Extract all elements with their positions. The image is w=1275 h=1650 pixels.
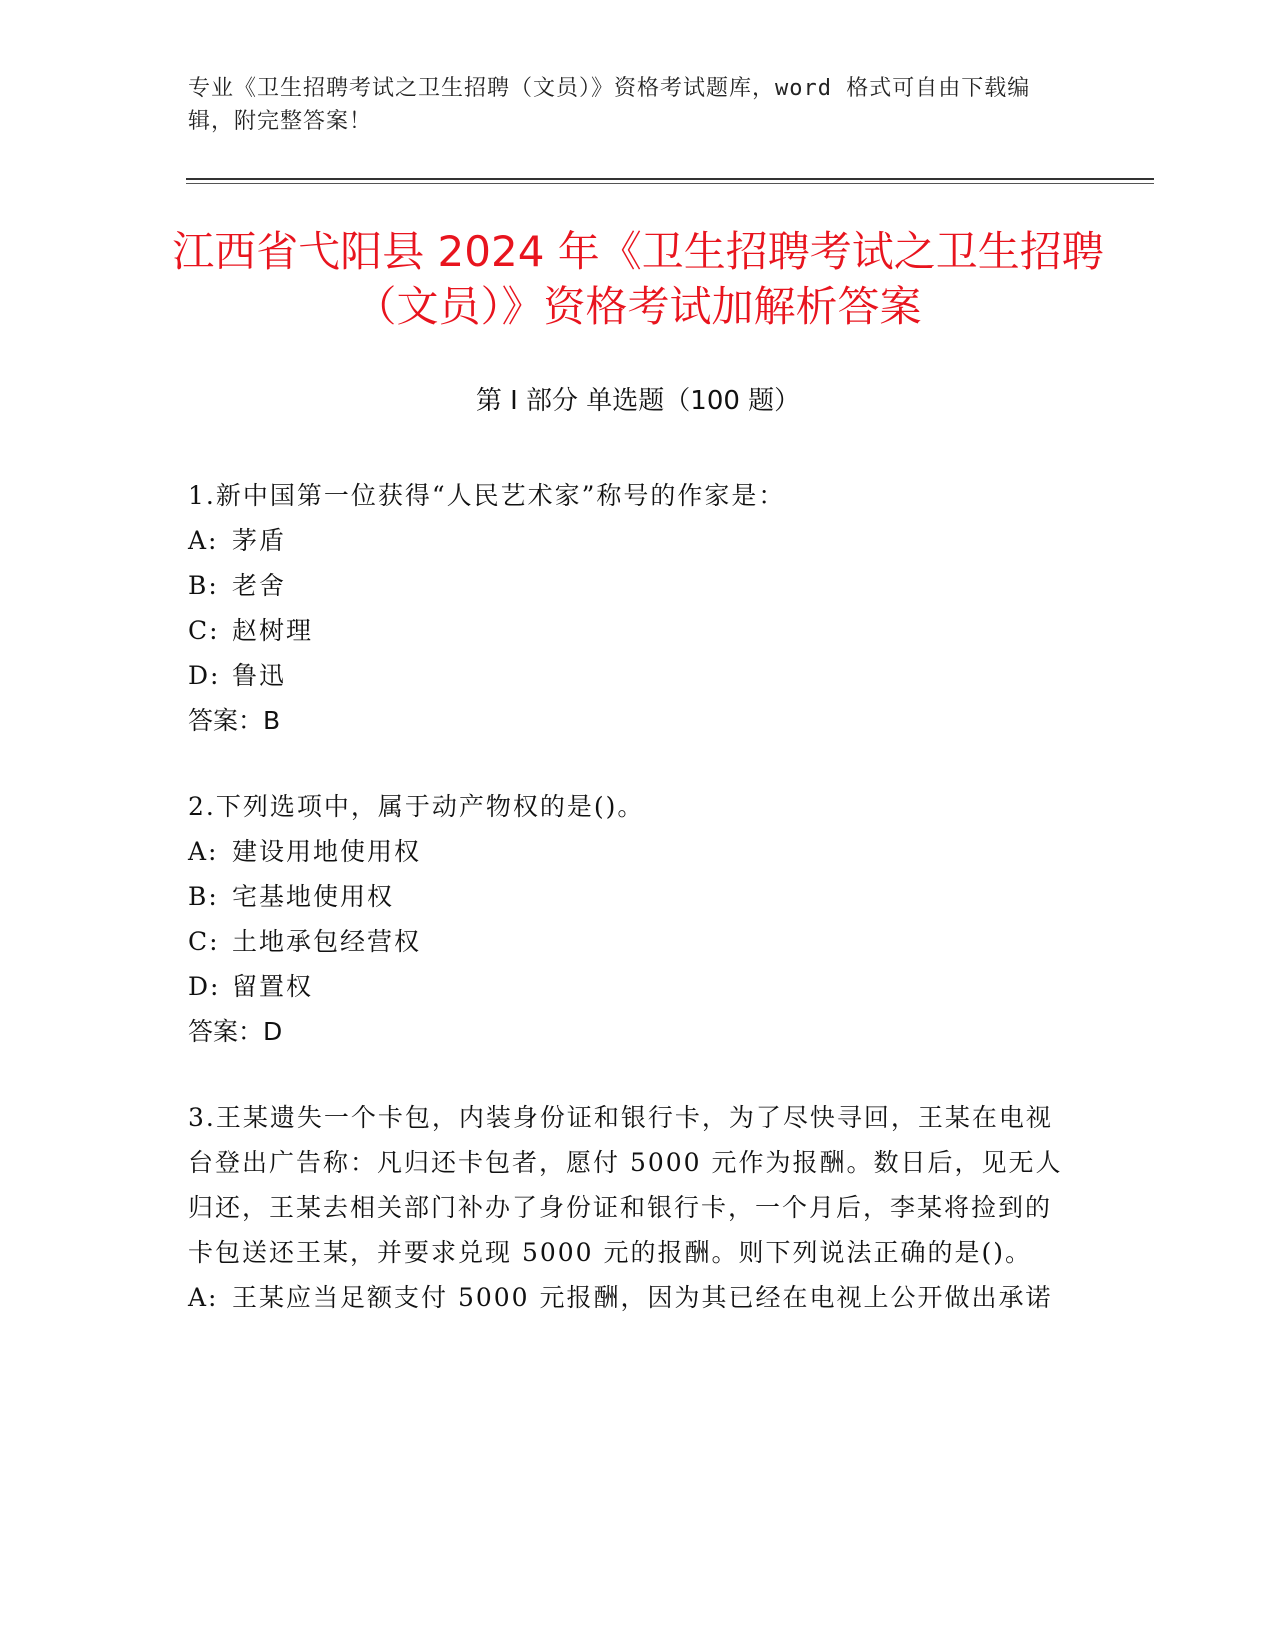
answer-key: 答案：B: [188, 706, 281, 735]
section-title: 第 I 部分 单选题（100 题）: [475, 386, 801, 416]
option-label: C:: [188, 927, 220, 956]
option-c: [188, 608, 1078, 653]
option-text: 鲁迅: [232, 661, 287, 690]
question-stem: 1.新中国第一位获得“人民艺术家”称号的作家是：: [188, 481, 786, 510]
option-text: 老舍: [232, 571, 287, 600]
option-text: 建设用地使用权: [232, 837, 422, 866]
option-label: A:: [188, 526, 219, 555]
answer-key: 答案：D: [188, 1017, 283, 1046]
option-b: [188, 563, 1078, 608]
option-a: [188, 1275, 1078, 1320]
option-a: [188, 518, 1078, 563]
option-text: 王某应当足额支付 5000 元报酬，因为其已经在电视上公开做出承诺: [232, 1283, 1053, 1312]
question-2: [188, 784, 1078, 1054]
option-label: B:: [188, 882, 219, 911]
option-text: 土地承包经营权: [232, 927, 422, 956]
question-stem: 3.王某遗失一个卡包，内装身份证和银行卡，为了尽快寻回，王某在电视台登出广告称：凡归还卡包者，愿付 5000 元作为报酬。数日后，见无人归还，王某去相关部门补办了身份证和银行卡，一个月后，李某将捡到的卡包送还王某，并要求兑现 5000 元的报酬。则下列说法正确的是()。: [188, 1103, 1063, 1267]
option-d: [188, 653, 1078, 698]
option-b: [188, 874, 1078, 919]
question-3: [188, 1095, 1078, 1320]
option-text: 赵树理: [232, 616, 314, 645]
header-note: 专业《卫生招聘考试之卫生招聘（文员）》资格考试题库，word 格式可自由下载编辑，附完整答案！: [188, 76, 1031, 134]
option-c: [188, 919, 1078, 964]
question-1: [188, 473, 1078, 743]
option-label: A:: [188, 837, 219, 866]
header-divider-thin: [186, 183, 1154, 184]
option-label: D:: [188, 972, 221, 1001]
question-list: [188, 473, 1078, 1361]
option-label: D:: [188, 661, 221, 690]
option-a: [188, 829, 1078, 874]
option-text: 宅基地使用权: [232, 882, 395, 911]
option-text: 茅盾: [232, 526, 287, 555]
question-stem: 2.下列选项中，属于动产物权的是()。: [188, 792, 645, 821]
header-divider: [186, 178, 1154, 180]
option-label: C:: [188, 616, 220, 645]
document-title: 江西省弋阳县 2024 年《卫生招聘考试之卫生招聘（文员）》资格考试加解析答案: [172, 227, 1104, 331]
option-label: A:: [188, 1283, 219, 1312]
option-text: 留置权: [232, 972, 314, 1001]
option-label: B:: [188, 571, 219, 600]
option-d: [188, 964, 1078, 1009]
